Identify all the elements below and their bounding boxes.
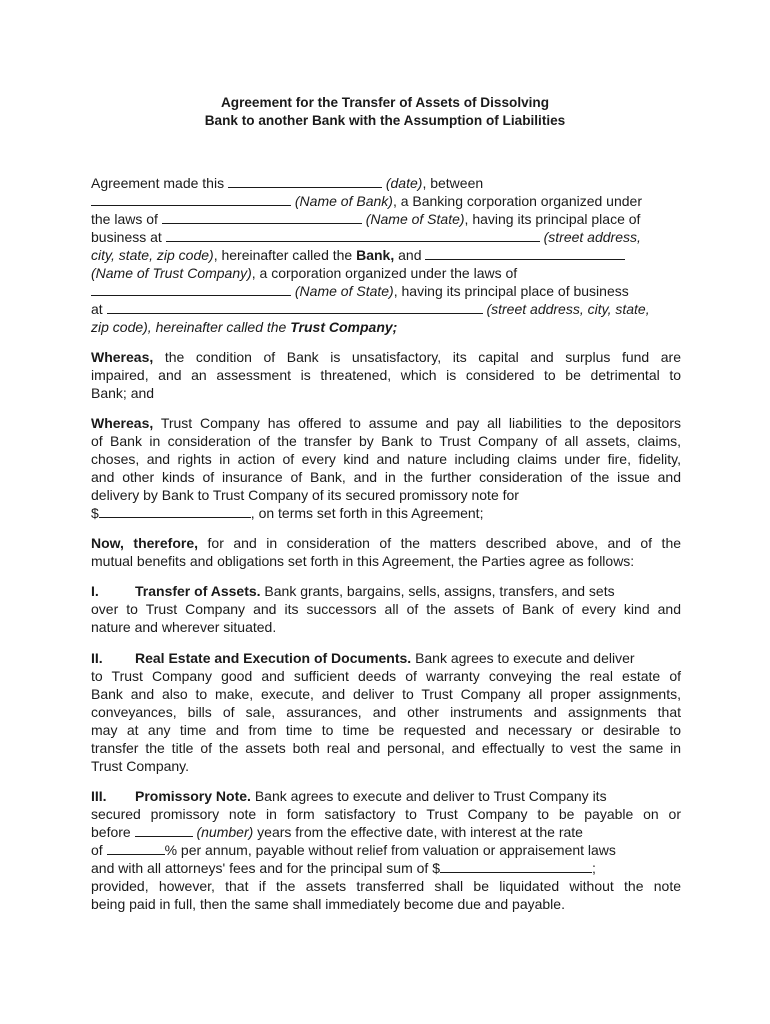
document-title-line-1: Agreement for the Transfer of Assets of Dissolving [220, 95, 550, 110]
section-2-number: II. [91, 650, 103, 666]
section-1-line-2: over to Trust Company and its successors all of the assets of Bank of every kind and [91, 601, 681, 617]
whereas-2-line-4: and other kinds of insurance of Bank, and in the further consideration of the issue and [91, 469, 681, 485]
whereas-2-line-3: choses, and rights in action of every kind and nature including claims under fire, fidelity, [91, 451, 681, 467]
preamble-line-3: the laws of (Name of State), having its principal place of [91, 211, 641, 227]
section-2-line-5: may at any time and from time to time be requested and necessary or desirable to [91, 722, 681, 738]
date-blank[interactable] [228, 175, 382, 188]
section-1-heading: Transfer of Assets. [135, 583, 261, 599]
whereas-1-line-2: impaired, and an assessment is threatened, which is considered to be detrimental to [91, 367, 681, 383]
preamble-line-7: (Name of State), having its principal place of business [91, 282, 681, 300]
section-2-line-6: transfer the title of the assets both real and personal, and effectually to vest the same in [91, 740, 681, 756]
section-2-line-3: Bank and also to make, execute, and deliver to Trust Company all proper assignments, [91, 686, 681, 702]
whereas-2-line-5: delivery by Bank to Trust Company of its secured promissory note for [91, 487, 519, 503]
section-2-line-7: Trust Company. [91, 758, 190, 774]
now-therefore-line-1: Now, therefore, for and in consideration of the matters described above, and of the [91, 535, 682, 551]
whereas-1-line-1: Whereas, the condition of Bank is unsatisfactory, its capital and surplus fund are [91, 349, 681, 365]
principal-sum-blank[interactable] [440, 860, 592, 873]
section-3-line-6: provided, however, that if the assets transferred shall be liquidated without the note [91, 878, 681, 894]
preamble-line-4: business at (street address, [91, 229, 641, 245]
section-3-heading: Promissory Note. [135, 788, 251, 804]
now-therefore-line-2: mutual benefits and obligations set forth in this Agreement, the Parties agree as follows: [91, 553, 635, 569]
bank-address-blank[interactable] [166, 229, 540, 242]
section-3-line-7: being paid in full, then the same shall immediately become due and payable. [91, 896, 565, 912]
whereas-2-line-6: $ , on terms set forth in this Agreement; [91, 505, 484, 521]
bank-name-blank[interactable] [91, 193, 291, 206]
section-3-line-4: of % per annum, payable without relief from valuation or appraisement laws [91, 842, 616, 858]
bank-state-blank[interactable] [162, 211, 362, 224]
preamble-line-2: (Name of Bank), a Banking corporation organized under [91, 192, 681, 210]
promissory-note-amount-blank[interactable] [99, 505, 251, 518]
section-3-line-3: before (number) years from the effective date, with interest at the rate [91, 824, 583, 840]
document-title-line-2: Bank to another Bank with the Assumption of Liabilities [204, 113, 566, 128]
years-number-blank[interactable] [135, 824, 193, 837]
trust-company-state-blank[interactable] [91, 283, 291, 296]
interest-rate-blank[interactable] [107, 842, 165, 855]
section-3-line-1: III. Promissory Note. Bank agrees to execute and deliver to Trust Company its [91, 788, 607, 804]
section-3-number: III. [91, 788, 107, 804]
preamble-line-1: Agreement made this (date), between [91, 175, 484, 191]
section-1-line-3: nature and wherever situated. [91, 619, 277, 635]
section-2-heading: Real Estate and Execution of Documents. [135, 650, 412, 666]
preamble-line-5: city, state, zip code), hereinafter called the Bank, and [91, 246, 681, 264]
section-3-line-5: and with all attorneys' fees and for the principal sum of $ ; [91, 860, 596, 876]
whereas-1-line-3: Bank; and [91, 385, 155, 401]
preamble-line-6: (Name of Trust Company), a corporation organized under the laws of [91, 265, 518, 281]
trust-company-name-blank[interactable] [425, 247, 625, 260]
section-2-line-1: II. Real Estate and Execution of Documents. Bank agrees to execute and deliver [91, 650, 635, 666]
preamble-line-8: at (street address, city, state, [91, 301, 650, 317]
preamble-line-9: zip code), hereinafter called the Trust Company; [91, 319, 398, 335]
whereas-2-line-2: of Bank in consideration of the transfer by Bank to Trust Company of all assets, claims, [91, 433, 681, 449]
trust-company-address-blank[interactable] [107, 301, 483, 314]
section-2-line-2: to Trust Company good and sufficient deeds of warranty conveying the real estate of [91, 668, 681, 684]
section-1-line-1: I. Transfer of Assets. Bank grants, bargains, sells, assigns, transfers, and sets [91, 583, 615, 599]
section-1-number: I. [91, 583, 99, 599]
section-3-line-2: secured promissory note in form satisfactory to Trust Company to be payable on or [91, 806, 681, 822]
section-2-line-4: conveyances, bills of sale, assurances, and other instruments and assignments that [91, 704, 681, 720]
whereas-2-line-1: Whereas, Trust Company has offered to assume and pay all liabilities to the depositors [91, 415, 681, 431]
